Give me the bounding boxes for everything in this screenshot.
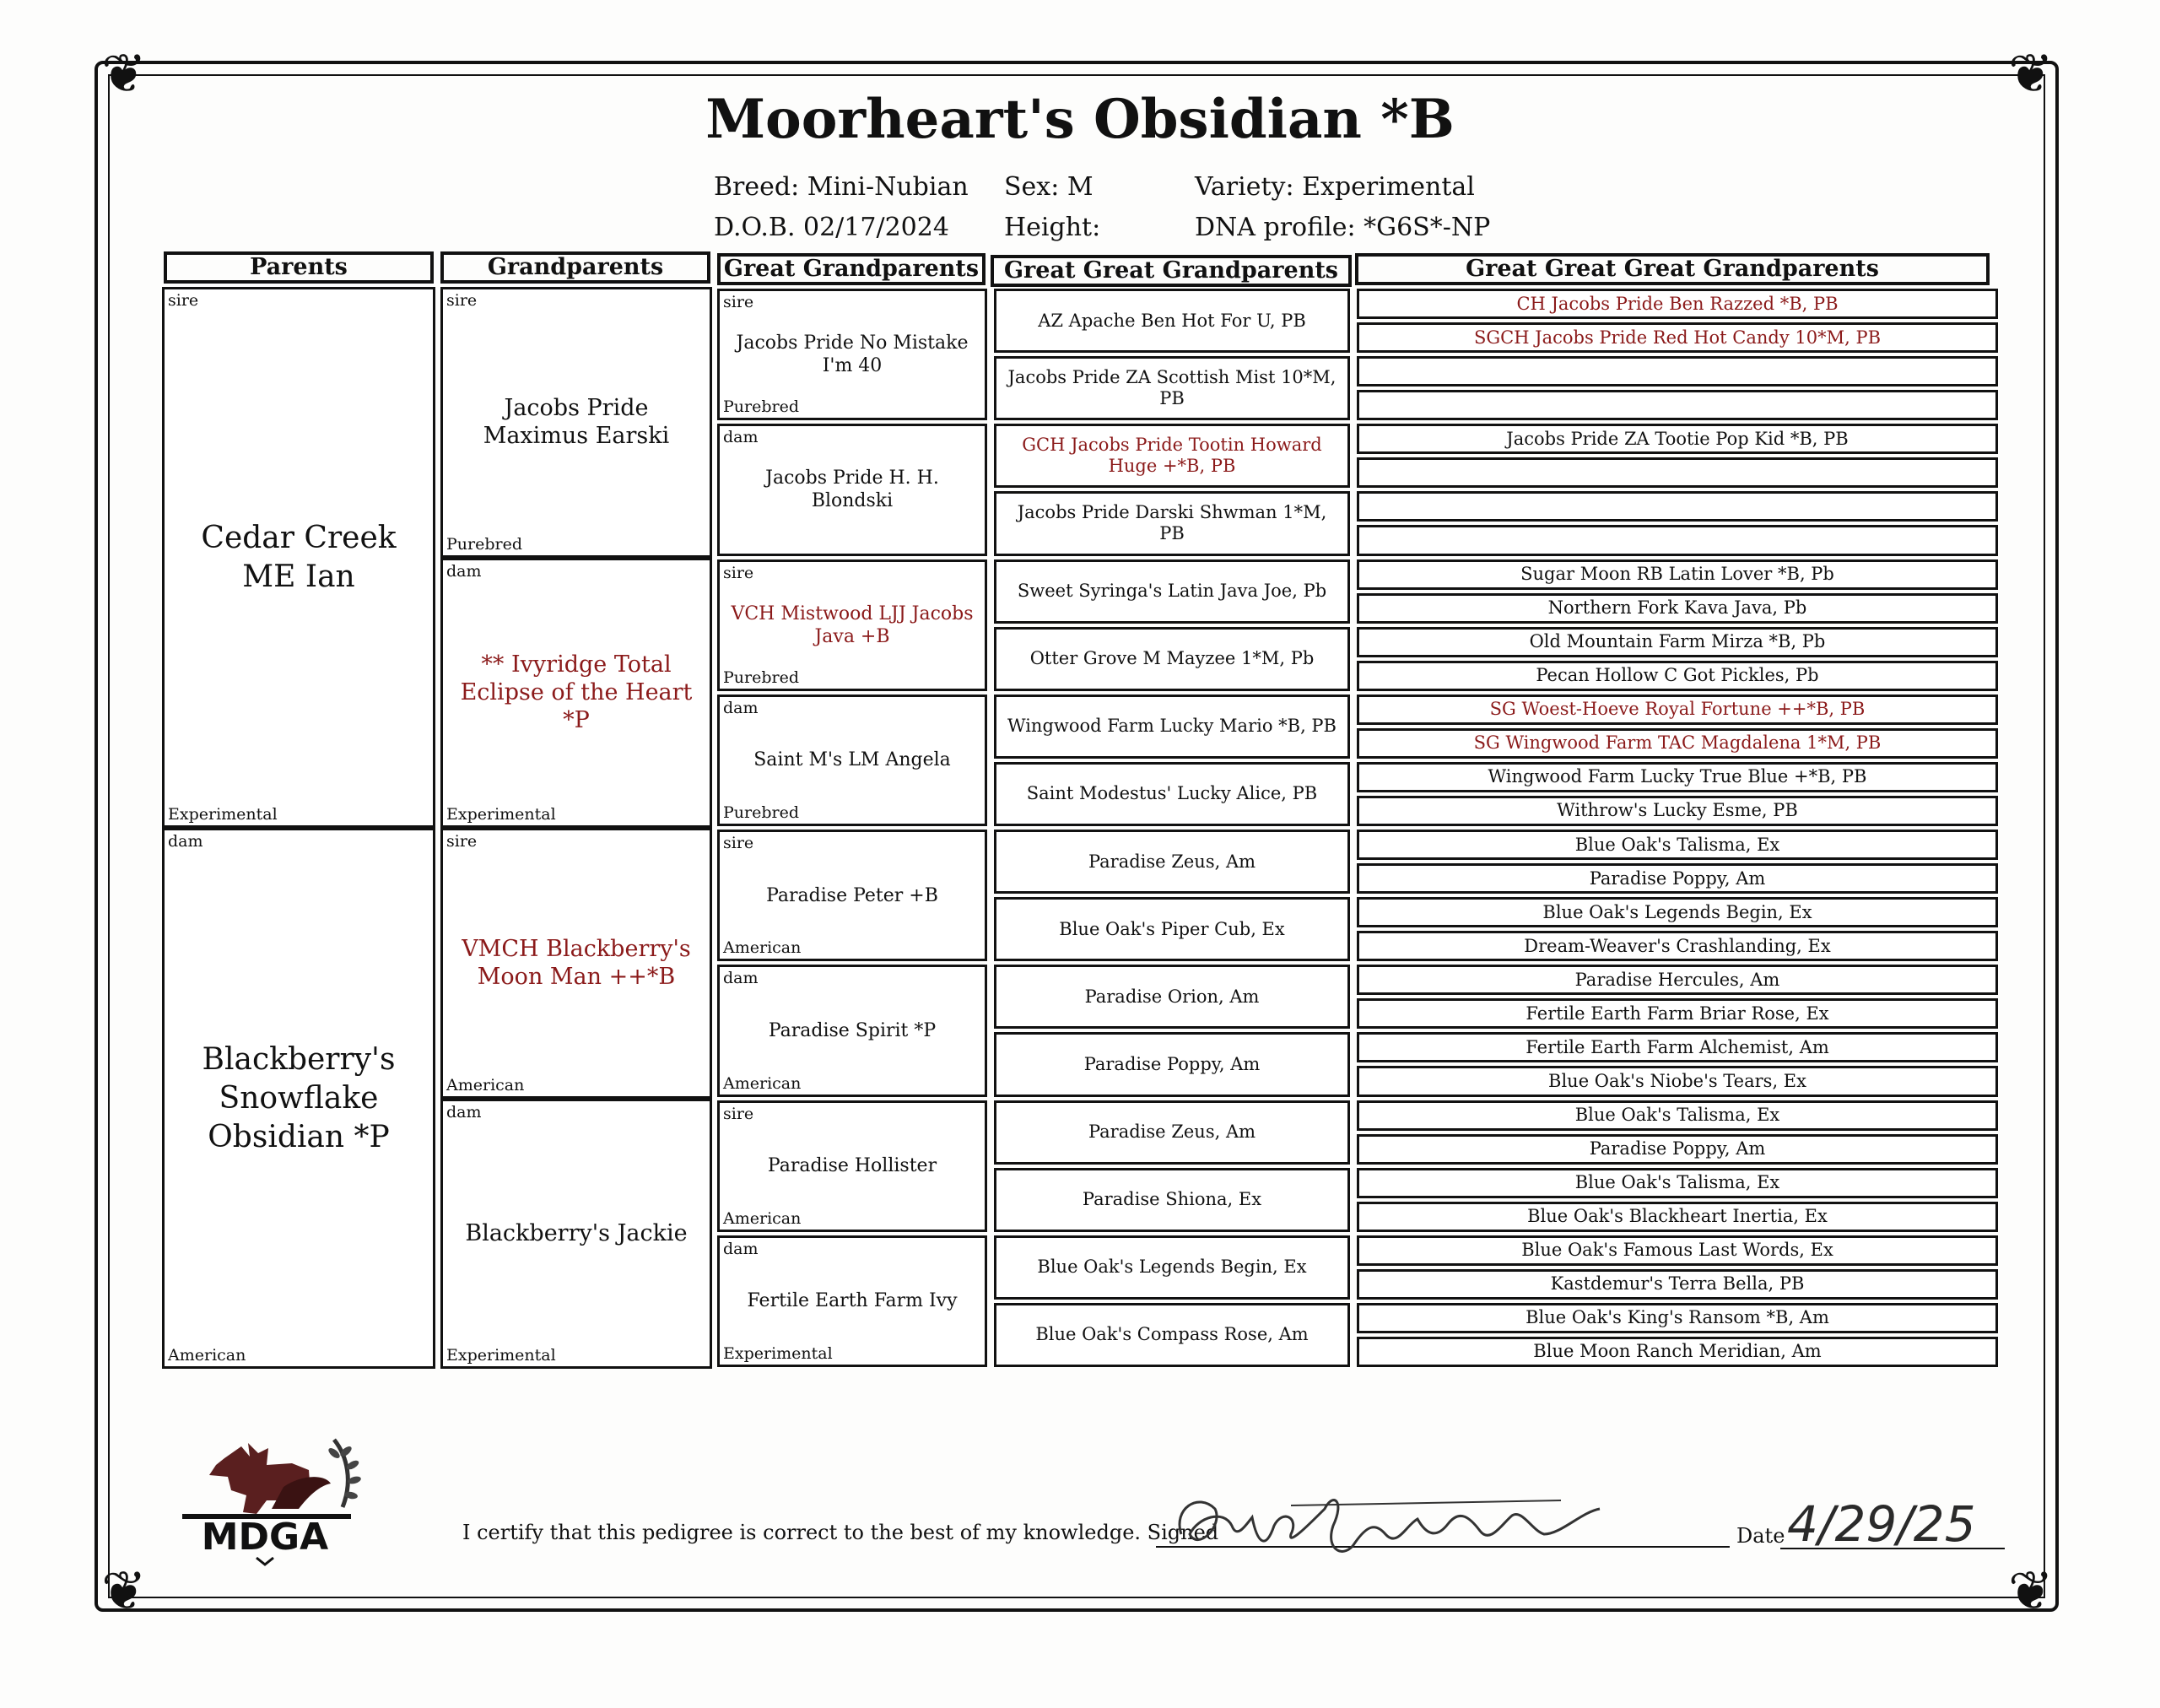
gg-grandparent [994, 627, 1350, 691]
ggg-grandparent [1357, 796, 1998, 826]
great-grandparent-sire-name: Paradise Hollister [767, 1155, 937, 1177]
ggg-grandparent [1357, 998, 1998, 1029]
ggg-grandparent-name: Fertile Earth Farm Alchemist, Am [1526, 1036, 1829, 1057]
grandparent-sire-name: Jacobs Pride Maximus Earski [483, 395, 670, 450]
corner-flourish-icon: ❦ [101, 1560, 147, 1623]
dam-label: dam [446, 561, 482, 581]
great-grandparent-sire [717, 559, 987, 691]
ggg-grandparent-name: Pecan Hollow C Got Pickles, Pb [1536, 665, 1819, 686]
ggg-grandparent [1357, 931, 1998, 961]
mdga-logo [165, 1414, 376, 1566]
ggg-grandparent [1357, 830, 1998, 860]
ggg-grandparent-name: CH Jacobs Pride Ben Razzed *B, PB [1516, 293, 1839, 314]
sire-label: sire [723, 834, 754, 852]
gg-grandparent-name: Paradise Zeus, Am [1088, 1122, 1256, 1143]
gg-grandparent [994, 1032, 1350, 1096]
parent-dam-name: Blackberry's Snowflake Obsidian *P [202, 1041, 396, 1154]
dob-field: D.O.B. 02/17/2024 [714, 213, 949, 242]
ggg-grandparent [1357, 1303, 1998, 1333]
ggg-grandparent-name: Blue Oak's Legends Begin, Ex [1542, 901, 1812, 922]
ggg-grandparent-name: Paradise Hercules, Am [1574, 969, 1780, 990]
dam-label: dam [723, 698, 759, 717]
breed-type-label: Experimental [446, 805, 556, 824]
pedigree-title: Moorheart's Obsidian *B [705, 88, 1455, 151]
certification-statement: I certify that this pedigree is correct to the best of my knowledge. Signed [462, 1521, 1219, 1544]
gg-grandparent [994, 491, 1350, 555]
breed-type-label: Purebred [446, 534, 522, 554]
grandparent-sire [440, 287, 712, 558]
dna-profile-field: DNA profile: *G6S*-NP [1195, 213, 1491, 242]
ggg-grandparent-name [1366, 392, 1989, 418]
header-ggg-grandparents: Great Great Great Grandparents [1355, 253, 1990, 285]
breed-type-label: Experimental [446, 1346, 556, 1365]
gg-grandparent-name: Otter Grove M Mayzee 1*M, Pb [1029, 648, 1315, 669]
header-gg-grandparents: Great Great Grandparents [991, 255, 1352, 287]
ggg-grandparent [1357, 1337, 1998, 1367]
dam-label: dam [723, 428, 759, 447]
parent-sire [162, 287, 435, 828]
ggg-grandparent [1357, 1066, 1998, 1096]
ggg-grandparent-name: Wingwood Farm Lucky True Blue +*B, PB [1488, 766, 1867, 787]
grandparent-sire [440, 828, 712, 1099]
ggg-grandparent [1357, 897, 1998, 927]
breed-type-label: Experimental [723, 1344, 833, 1363]
header-grandparents: Grandparents [440, 251, 710, 284]
handwritten-date: 4/29/25 [1787, 1495, 1976, 1553]
height-field: Height: [1004, 213, 1101, 242]
corner-flourish-icon: ❦ [2008, 43, 2054, 105]
sire-label: sire [446, 832, 478, 851]
ggg-grandparent-name: Blue Oak's Blackheart Inertia, Ex [1527, 1206, 1828, 1227]
breed-field: Breed: Mini-Nubian [714, 172, 969, 202]
breed-type-label: Purebred [723, 668, 799, 687]
gg-grandparent-name: Paradise Zeus, Am [1088, 851, 1256, 872]
breed-type-label: American [446, 1075, 525, 1095]
gg-grandparent-name: Blue Oak's Legends Begin, Ex [1037, 1257, 1307, 1278]
ggg-grandparent-name: Northern Fork Kava Java, Pb [1547, 597, 1807, 619]
great-grandparent-dam-name: Jacobs Pride H. H. Blondski [765, 468, 939, 512]
ggg-grandparent [1357, 1202, 1998, 1232]
ggg-grandparent [1357, 863, 1998, 894]
gg-grandparent-name: Wingwood Farm Lucky Mario *B, PB [1007, 716, 1336, 737]
ggg-grandparent-name: SGCH Jacobs Pride Red Hot Candy 10*M, PB [1473, 327, 1882, 348]
ggg-grandparent [1357, 1269, 1998, 1300]
gg-grandparent [994, 695, 1350, 759]
great-grandparent-dam [717, 1235, 987, 1367]
dam-label: dam [723, 1239, 759, 1258]
gg-grandparent [994, 1303, 1350, 1367]
ggg-grandparent-name: Fertile Earth Farm Briar Rose, Ex [1526, 1003, 1829, 1024]
ggg-grandparent-name: Paradise Poppy, Am [1589, 1138, 1766, 1159]
gg-grandparent [994, 1100, 1350, 1165]
gg-grandparent [994, 424, 1350, 488]
ggg-grandparent [1357, 661, 1998, 691]
corner-flourish-icon: ❦ [101, 43, 147, 105]
ggg-grandparent-name: Blue Oak's Talisma, Ex [1574, 1172, 1780, 1193]
ggg-grandparent-name: Dream-Weaver's Crashlanding, Ex [1524, 935, 1831, 956]
gg-grandparent [994, 559, 1350, 624]
ggg-grandparent-name: Jacobs Pride ZA Tootie Pop Kid *B, PB [1506, 428, 1849, 449]
ggg-grandparent-name: Withrow's Lucky Esme, PB [1557, 800, 1798, 821]
gg-grandparent-name: Saint Modestus' Lucky Alice, PB [1026, 783, 1318, 804]
gg-grandparent-name: Blue Oak's Piper Cub, Ex [1059, 918, 1285, 939]
dam-label: dam [168, 832, 203, 851]
grandparent-dam-name: Blackberry's Jackie [465, 1220, 688, 1247]
ggg-grandparent [1357, 762, 1998, 792]
great-grandparent-sire-name: VCH Mistwood LJJ Jacobs Java +B [731, 603, 974, 647]
ggg-grandparent-name: Blue Moon Ranch Meridian, Am [1533, 1341, 1822, 1362]
gg-grandparent-name: Paradise Orion, Am [1084, 986, 1260, 1007]
grandparent-sire-name: VMCH Blackberry's Moon Man ++*B [462, 936, 691, 991]
ggg-grandparent [1357, 627, 1998, 657]
ggg-grandparent [1357, 491, 1998, 522]
great-grandparent-dam [717, 424, 987, 555]
gg-grandparent-name: GCH Jacobs Pride Tootin Howard Huge +*B, PB [1022, 435, 1322, 477]
great-grandparent-sire-name: Paradise Peter +B [766, 884, 938, 906]
great-grandparent-sire-name: Jacobs Pride No Mistake I'm 40 [736, 332, 969, 377]
gg-grandparent [994, 897, 1350, 961]
sire-label: sire [723, 1104, 754, 1123]
ggg-grandparent [1357, 1168, 1998, 1198]
ggg-grandparent-name: Kastdemur's Terra Bella, PB [1550, 1273, 1805, 1295]
dam-label: dam [446, 1102, 482, 1122]
logo-text: MDGA [201, 1516, 329, 1559]
header-great-grandparents: Great Grandparents [717, 253, 986, 285]
gg-grandparent [994, 762, 1350, 826]
dam-label: dam [723, 969, 759, 988]
ggg-grandparent [1357, 356, 1998, 386]
breed-type-label: American [168, 1346, 246, 1365]
ggg-grandparent-name: Blue Oak's Niobe's Tears, Ex [1548, 1070, 1806, 1091]
gg-grandparent [994, 1235, 1350, 1300]
grandparent-dam [440, 1099, 712, 1370]
ggg-grandparent-name: Old Mountain Farm Mirza *B, Pb [1529, 631, 1826, 652]
ggg-grandparent-name: Blue Oak's Famous Last Words, Ex [1521, 1240, 1833, 1261]
breed-type-label: Purebred [723, 803, 799, 822]
great-grandparent-dam [717, 965, 987, 1096]
gg-grandparent-name: Paradise Poppy, Am [1083, 1053, 1261, 1074]
ggg-grandparent [1357, 965, 1998, 995]
gg-grandparent [994, 1168, 1350, 1232]
ggg-grandparent-name: Sugar Moon RB Latin Lover *B, Pb [1520, 564, 1834, 585]
ggg-grandparent [1357, 457, 1998, 488]
ggg-grandparent [1357, 322, 1998, 353]
ggg-grandparent-name: SG Woest-Hoeve Royal Fortune ++*B, PB [1489, 699, 1866, 720]
variety-field: Variety: Experimental [1195, 172, 1475, 202]
corner-flourish-icon: ❦ [2008, 1560, 2054, 1623]
sire-label: sire [168, 291, 199, 310]
ggg-grandparent [1357, 525, 1998, 555]
ggg-grandparent-name: Blue Oak's King's Ransom *B, Am [1526, 1307, 1829, 1328]
gg-grandparent-name: Sweet Syringa's Latin Java Joe, Pb [1017, 581, 1327, 602]
great-grandparent-dam-name: Paradise Spirit *P [768, 1019, 937, 1041]
ggg-grandparent-name [1366, 460, 1989, 485]
ggg-grandparent [1357, 1100, 1998, 1131]
ggg-grandparent [1357, 424, 1998, 454]
sex-field: Sex: M [1004, 172, 1094, 202]
ggg-grandparent [1357, 559, 1998, 590]
gg-grandparent-name: AZ Apache Ben Hot For U, PB [1038, 310, 1306, 331]
ggg-grandparent [1357, 390, 1998, 420]
ggg-grandparent [1357, 1235, 1998, 1266]
parent-sire-name: Cedar Creek ME Ian [201, 520, 397, 594]
parent-dam [162, 828, 435, 1369]
breed-type-label: American [723, 1208, 802, 1228]
gg-grandparent [994, 289, 1350, 353]
grandparent-dam-name: ** Ivyridge Total Eclipse of the Heart *P [460, 651, 693, 734]
great-grandparent-sire [717, 289, 987, 420]
sire-label: sire [446, 291, 478, 310]
ggg-grandparent [1357, 1032, 1998, 1062]
gg-grandparent-name: Jacobs Pride Darski Shwman 1*M, PB [1017, 502, 1327, 544]
breed-type-label: American [723, 938, 802, 958]
gg-grandparent [994, 830, 1350, 894]
great-grandparent-dam-name: Fertile Earth Farm Ivy [747, 1290, 958, 1312]
gg-grandparent-name: Blue Oak's Compass Rose, Am [1035, 1324, 1309, 1345]
handwritten-signature [1164, 1475, 1603, 1568]
gg-grandparent [994, 356, 1350, 420]
ggg-grandparent-name: Blue Oak's Talisma, Ex [1574, 834, 1780, 855]
great-grandparent-sire [717, 1100, 987, 1232]
gg-grandparent-name: Jacobs Pride ZA Scottish Mist 10*M, PB [1007, 367, 1336, 409]
breed-type-label: American [723, 1073, 802, 1093]
grandparent-dam [440, 558, 712, 829]
ggg-grandparent-name [1366, 494, 1989, 519]
header-parents: Parents [164, 251, 434, 284]
ggg-grandparent-name [1366, 359, 1989, 384]
ggg-grandparent-name: SG Wingwood Farm TAC Magdalena 1*M, PB [1473, 732, 1882, 754]
ggg-grandparent [1357, 728, 1998, 759]
gg-grandparent [994, 965, 1350, 1029]
breed-type-label: Purebred [723, 397, 799, 417]
gg-grandparent-name: Paradise Shiona, Ex [1082, 1189, 1262, 1210]
breed-type-label: Experimental [168, 805, 278, 824]
ggg-grandparent [1357, 593, 1998, 624]
date-label: Date [1736, 1524, 1785, 1548]
great-grandparent-sire [717, 830, 987, 961]
ggg-grandparent-name [1366, 527, 1989, 553]
great-grandparent-dam [717, 695, 987, 826]
ggg-grandparent [1357, 695, 1998, 725]
ggg-grandparent [1357, 289, 1998, 319]
great-grandparent-dam-name: Saint M's LM Angela [753, 749, 951, 771]
sire-label: sire [723, 293, 754, 311]
sire-label: sire [723, 563, 754, 582]
ggg-grandparent-name: Paradise Poppy, Am [1589, 868, 1766, 889]
ggg-grandparent [1357, 1134, 1998, 1165]
ggg-grandparent-name: Blue Oak's Talisma, Ex [1574, 1105, 1780, 1126]
